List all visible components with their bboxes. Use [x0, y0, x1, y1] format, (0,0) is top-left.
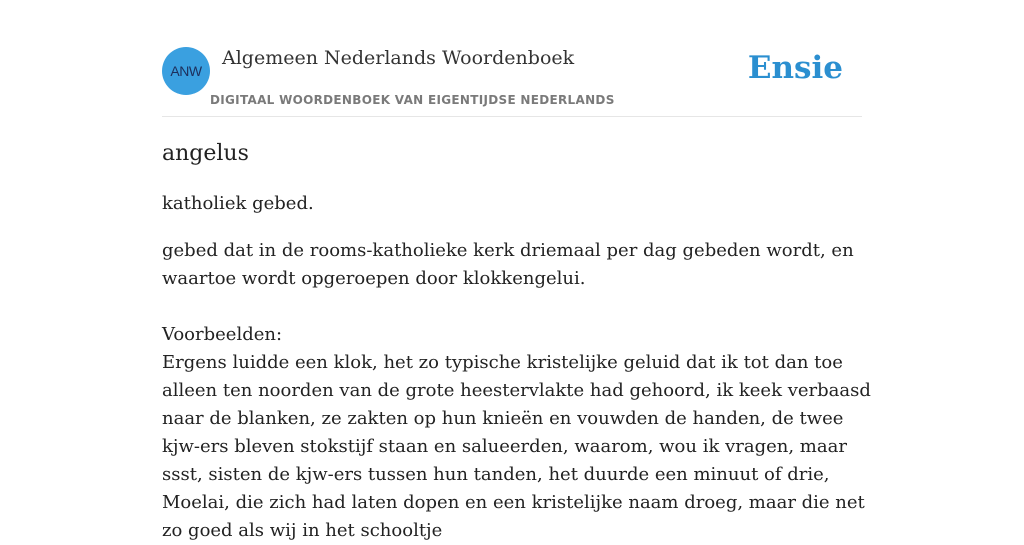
examples-label: Voorbeelden: — [162, 324, 283, 345]
entry-content — [162, 138, 872, 545]
headword: angelus — [162, 141, 249, 166]
ensie-brand-link[interactable]: Ensie — [747, 50, 843, 86]
short-definition: katholiek gebed. — [162, 193, 314, 214]
site-header — [162, 46, 862, 117]
long-definition: gebed dat in de rooms-katholieke kerk driemaal per dag gebeden wordt, en waartoe wordt opgeroepen door klokkengelui. — [162, 240, 854, 289]
example-text: Ergens luidde een klok, het zo typische kristelijke geluid dat ik tot dan toe alleen ten noorden van de grote heestervlakte had gehoord, ik keek verbaasd naar de blanken, ze zakten op hun knieën en vouwden de handen, de twee kjw-ers bleven stokstijf staan en salueerden, waarom, wou ik vragen, maar ssst, sisten de kjw-ers tussen hun tanden, het duurde een minuut of drie, Moelai, die zich had laten dopen en een kristelijke naam droeg, maar die net zo goed als wij in het schooltje — [162, 352, 871, 541]
anw-logo[interactable]: ANW — [162, 47, 210, 95]
site-subtitle: DIGITAAL WOORDENBOEK VAN EIGENTIJDSE NEDERLANDS — [210, 93, 615, 107]
site-title[interactable]: Algemeen Nederlands Woordenboek — [222, 47, 575, 69]
